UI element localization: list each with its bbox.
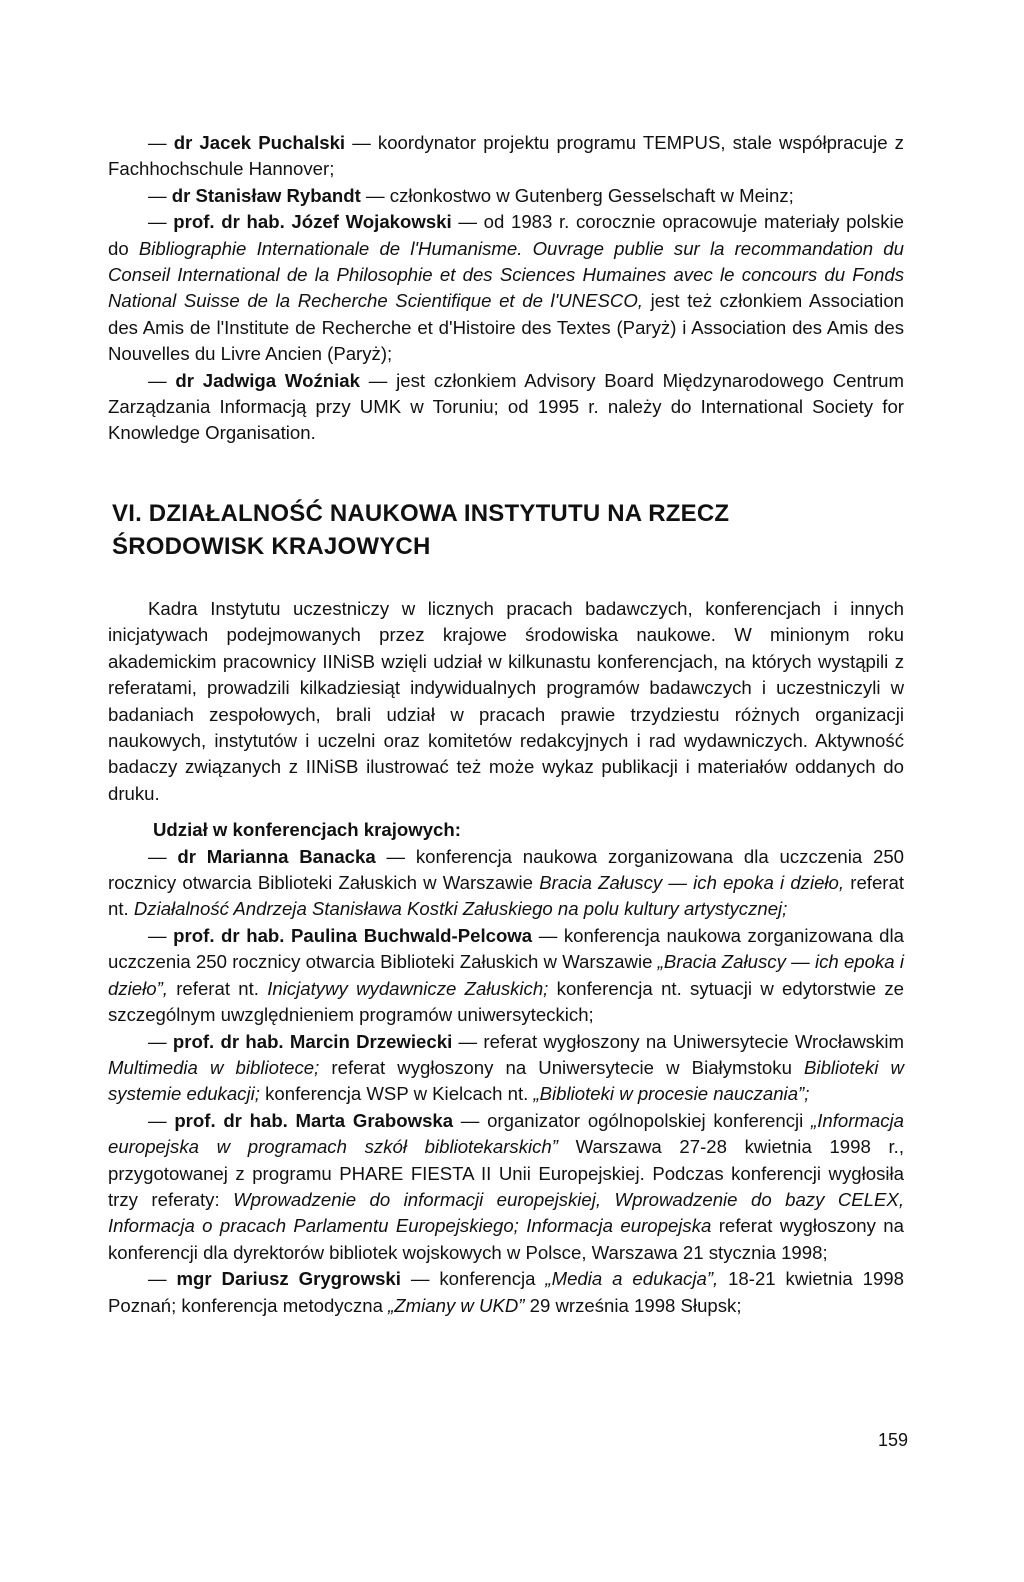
title-italic: Inicjatywy wydawnicze Załuskich;	[267, 977, 549, 999]
title-italic: Działalność Andrzeja Stanisława Kostki Załuskiego na polu kultury artystycznej;	[133, 898, 788, 920]
section-heading: VI. DZIAŁALNOŚĆ NAUKOWA INSTYTUTU NA RZECZ ŚRODOWISK KRAJOWYCH	[112, 500, 730, 560]
subheading: Udział w konferencjach krajowych:	[153, 819, 461, 841]
list-item: — dr Stanisław Rybandt — członkostwo w Gutenberg Gesselschaft w Meinz;	[148, 184, 794, 206]
staff-memberships-list	[108, 130, 904, 447]
person-name: prof. dr hab. Paulina Buchwald-Pelcowa	[173, 924, 533, 946]
section-body	[108, 596, 904, 1319]
title-italic: „Media a edukacja”,	[545, 1268, 719, 1290]
title-italic: Bibliographie Internationale de l'Humanisme. Ouvrage publie sur la recommandation du Conseil International de la Philosophie et des Sciences Humaines avec le concours du Fonds National Suisse de la Recherche Scientifique et de l'UNESCO,	[108, 237, 904, 312]
title-italic: „Informacja europejska w programach szkół bibliotekarskich”	[108, 1109, 904, 1158]
list-item: — dr Jadwiga Woźniak — jest członkiem Advisory Board Międzynarodowego Centrum Zarządzania Informacją przy UMK w Toruniu; od 1995 r. należy do International Society for Knowledge Organisation.	[108, 369, 904, 444]
title-italic: Wprowadzenie do informacji europejskiej, Wprowadzenie do bazy CELEX, Informacja o pracach Parlamentu Europejskiego; Informacja europejska	[108, 1188, 904, 1237]
intro-paragraph: Kadra Instytutu uczestniczy w licznych pracach badawczych, konferencjach i innych inicjatywach podejmowanych przez krajowe środowiska naukowe. W minionym roku akademickim pracownicy IINiSB wzięli udział w kilkunastu konferencjach, na których wystąpili z referatami, prowadzili kilkadziesiąt indywidualnych programów badawczych i uczestniczyli w badaniach zespołowych, brali udział w pracach prawie trzydziestu różnych organizacji naukowych, instytutów i uczelni oraz komitetów redakcyjnych i rad wydawniczych. Aktywność badaczy związanych z IINiSB ilustrować też może wykaz publikacji i materiałów oddanych do druku.	[108, 598, 904, 804]
person-name: prof. dr hab. Marta Grabowska	[174, 1109, 454, 1131]
person-name: prof. dr hab. Józef Wojakowski	[173, 211, 452, 233]
person-name: prof. dr hab. Marcin Drzewiecki	[172, 1030, 453, 1052]
title-italic: Biblioteki w systemie edukacji;	[108, 1056, 904, 1105]
title-italic: „Zmiany w UKD”	[388, 1294, 525, 1316]
person-name: dr Jadwiga Woźniak	[175, 369, 360, 391]
person-name: mgr Dariusz Grygrowski	[176, 1268, 401, 1290]
list-item: — mgr Dariusz Grygrowski — konferencja „Media a edukacja”, 18-21 kwietnia 1998 Poznań; konferencja metodyczna „Zmiany w UKD” 29 września 1998 Słupsk;	[108, 1268, 904, 1316]
title-italic: Multimedia w bibliotece;	[108, 1056, 320, 1078]
list-item: — dr Marianna Banacka — konferencja naukowa zorganizowana dla uczczenia 250 rocznicy otwarcia Biblioteki Załuskich w Warszawie Bracia Załuscy — ich epoka i dzieło, referat nt. Działalność Andrzeja Stanisława Kostki Załuskiego na polu kultury artystycznej;	[108, 845, 905, 920]
person-name: dr Jacek Puchalski	[173, 132, 346, 153]
page-number: 159	[877, 1430, 908, 1450]
list-item: — prof. dr hab. Marcin Drzewiecki — referat wygłoszony na Uniwersytecie Wrocławskim Multimedia w bibliotece; referat wygłoszony na Uniwersytecie w Białymstoku Biblioteki w systemie edukacji; konferencja WSP w Kielcach nt. „Biblioteki w procesie nauczania”;	[108, 1030, 904, 1105]
list-item: — prof. dr hab. Marta Grabowska — organizator ogólnopolskiej konferencji „Informacja europejska w programach szkół bibliotekarskich” Warszawa 27-28 kwietnia 1998 r., przygotowanej z programu PHARE FIESTA II Unii Europejskiej. Podczas konferencji wygłosiła trzy referaty: Wprowadzenie do informacji europejskiej, Wprowadzenie do bazy CELEX, Informacja o pracach Parlamentu Europejskiego; Informacja europejska referat wygłoszony na konferencji dla dyrektorów bibliotek wojskowych w Polsce, Warszawa 21 stycznia 1998;	[108, 1109, 904, 1263]
person-name: dr Marianna Banacka	[177, 845, 376, 867]
title-italic: „Bracia Załuscy — ich epoka i dzieło”,	[108, 951, 904, 999]
list-item: — prof. dr hab. Józef Wojakowski — od 1983 r. corocznie opracowuje materiały polskie do Bibliographie Internationale de l'Humanisme. Ouvrage publie sur la recommandation du Conseil International de la Philosophie et des Sciences Humaines avec le concours du Fonds National Suisse de la Recherche Scientifique et de l'UNESCO, jest też członkiem Association des Amis de l'Institute de Recherche et d'Histoire des Textes (Paryż) i Association des Amis des Nouvelles du Livre Ancien (Paryż);	[108, 211, 904, 365]
list-item: — prof. dr hab. Paulina Buchwald-Pelcowa — konferencja naukowa zorganizowana dla uczczenia 250 rocznicy otwarcia Biblioteki Załuskich w Warszawie „Bracia Załuscy — ich epoka i dzieło”, referat nt. Inicjatywy wydawnicze Załuskich; konferencja nt. sytuacji w edytorstwie ze szczególnym uwzględnieniem programów uniwersyteckich;	[108, 924, 904, 1026]
title-italic: Bracia Załuscy — ich epoka i dzieło,	[539, 872, 845, 894]
title-italic: „Biblioteki w procesie nauczania”;	[533, 1083, 810, 1105]
list-item: — dr Jacek Puchalski — koordynator projektu programu TEMPUS, stale współpracuje z Fachhochschule Hannover;	[108, 132, 904, 180]
person-name: dr Stanisław Rybandt	[171, 184, 361, 206]
